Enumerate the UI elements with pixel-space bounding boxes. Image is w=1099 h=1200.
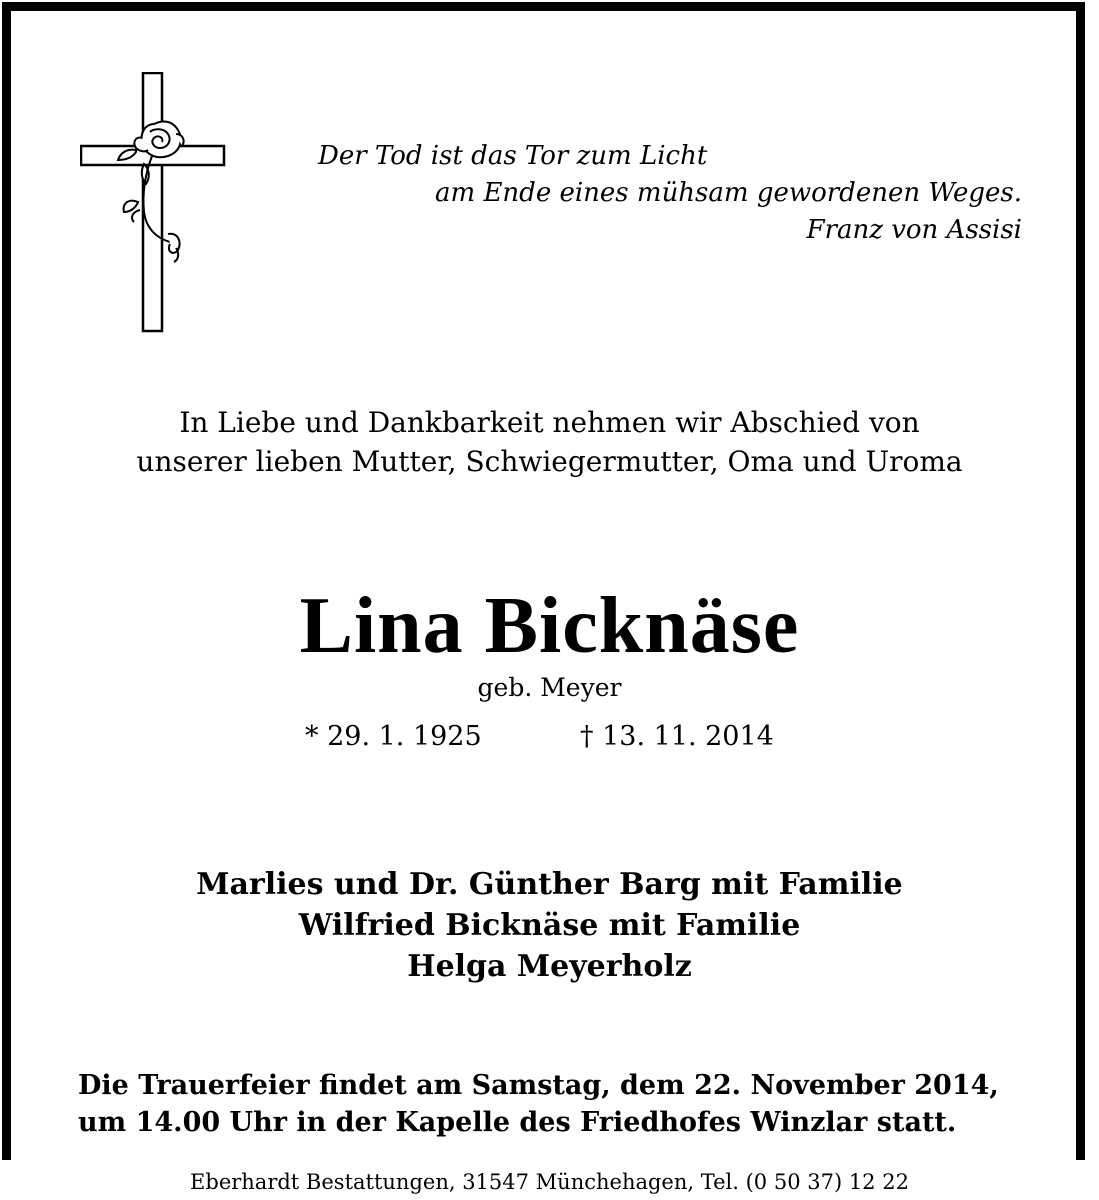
cross-with-rose-icon [80,72,226,334]
service-line-1: Die Trauerfeier findet am Samstag, dem 22. November 2014, [78,1070,999,1101]
birth-date: * 29. 1. 1925 [305,721,482,752]
death-date: † 13. 11. 2014 [580,721,774,752]
quote-author: Franz von Assisi [806,215,1022,245]
intro-line-2: unserer lieben Mutter, Schwiegermutter, Oma und Uroma [136,445,963,478]
mourner-line: Marlies und Dr. Günther Barg mit Familie [196,867,903,902]
funeral-service-info [78,1067,1038,1141]
quote [300,138,1022,249]
quote-line-1: Der Tod ist das Tor zum Licht [318,141,708,171]
intro-line-1: In Liebe und Dankbarkeit nehmen wir Abschied von [179,406,920,439]
intro-text [0,403,1099,481]
mourners-list [0,864,1099,987]
mourner-line: Helga Meyerholz [407,949,692,984]
quote-line-2: am Ende eines mühsam gewordenen Weges. [435,178,1022,208]
service-line-2: um 14.00 Uhr in der Kapelle des Friedhofes Winzlar statt. [78,1107,957,1138]
maiden-name: geb. Meyer [477,673,622,702]
undertaker-footer: Eberhardt Bestattungen, 31547 Münchehagen, Tel. (0 50 37) 12 22 [190,1170,909,1194]
mourner-line: Wilfried Bicknäse mit Familie [298,908,801,943]
deceased-name: Lina Bicknäse [299,582,800,670]
